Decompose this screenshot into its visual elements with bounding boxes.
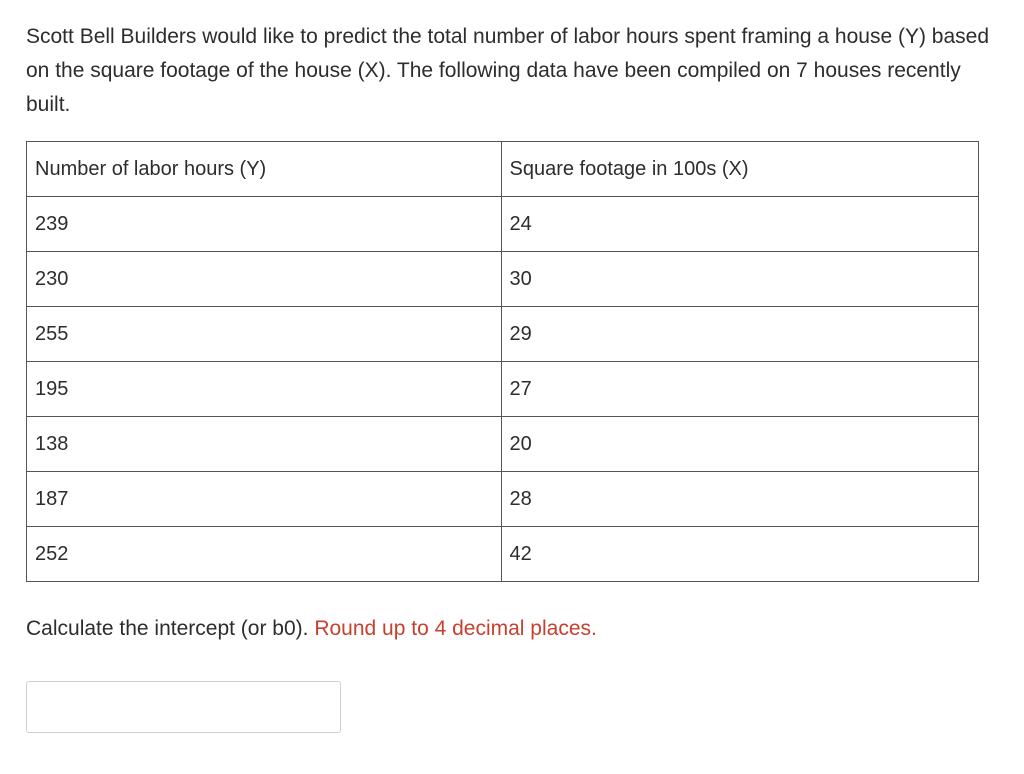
table-row [27, 252, 979, 307]
header-square-footage: Square footage in 100s (X) [501, 142, 979, 197]
cell-square-footage: 29 [501, 307, 979, 362]
question [26, 612, 597, 646]
question-text: Calculate the intercept (or b0). [26, 617, 309, 640]
cell-labor-hours: 252 [27, 527, 502, 582]
cell-square-footage: 24 [501, 197, 979, 252]
header-labor-hours: Number of labor hours (Y) [27, 142, 502, 197]
table-row [27, 472, 979, 527]
table-row [27, 527, 979, 582]
rounding-instruction: Round up to 4 decimal places. [314, 617, 597, 640]
cell-labor-hours: 255 [27, 307, 502, 362]
cell-square-footage: 30 [501, 252, 979, 307]
cell-labor-hours: 195 [27, 362, 502, 417]
cell-square-footage: 28 [501, 472, 979, 527]
table-row [27, 417, 979, 472]
table-row [27, 307, 979, 362]
cell-square-footage: 20 [501, 417, 979, 472]
cell-square-footage: 27 [501, 362, 979, 417]
table-row [27, 197, 979, 252]
table-header-row [27, 142, 979, 197]
table-row [27, 362, 979, 417]
cell-labor-hours: 138 [27, 417, 502, 472]
data-table [26, 141, 979, 582]
cell-labor-hours: 239 [27, 197, 502, 252]
cell-square-footage: 42 [501, 527, 979, 582]
answer-input[interactable] [26, 681, 341, 733]
cell-labor-hours: 187 [27, 472, 502, 527]
cell-labor-hours: 230 [27, 252, 502, 307]
problem-intro: Scott Bell Builders would like to predict the total number of labor hours spent framing a house (Y) based on the square footage of the house (X). The following data have been compiled on 7 houses recently built. [26, 25, 990, 116]
